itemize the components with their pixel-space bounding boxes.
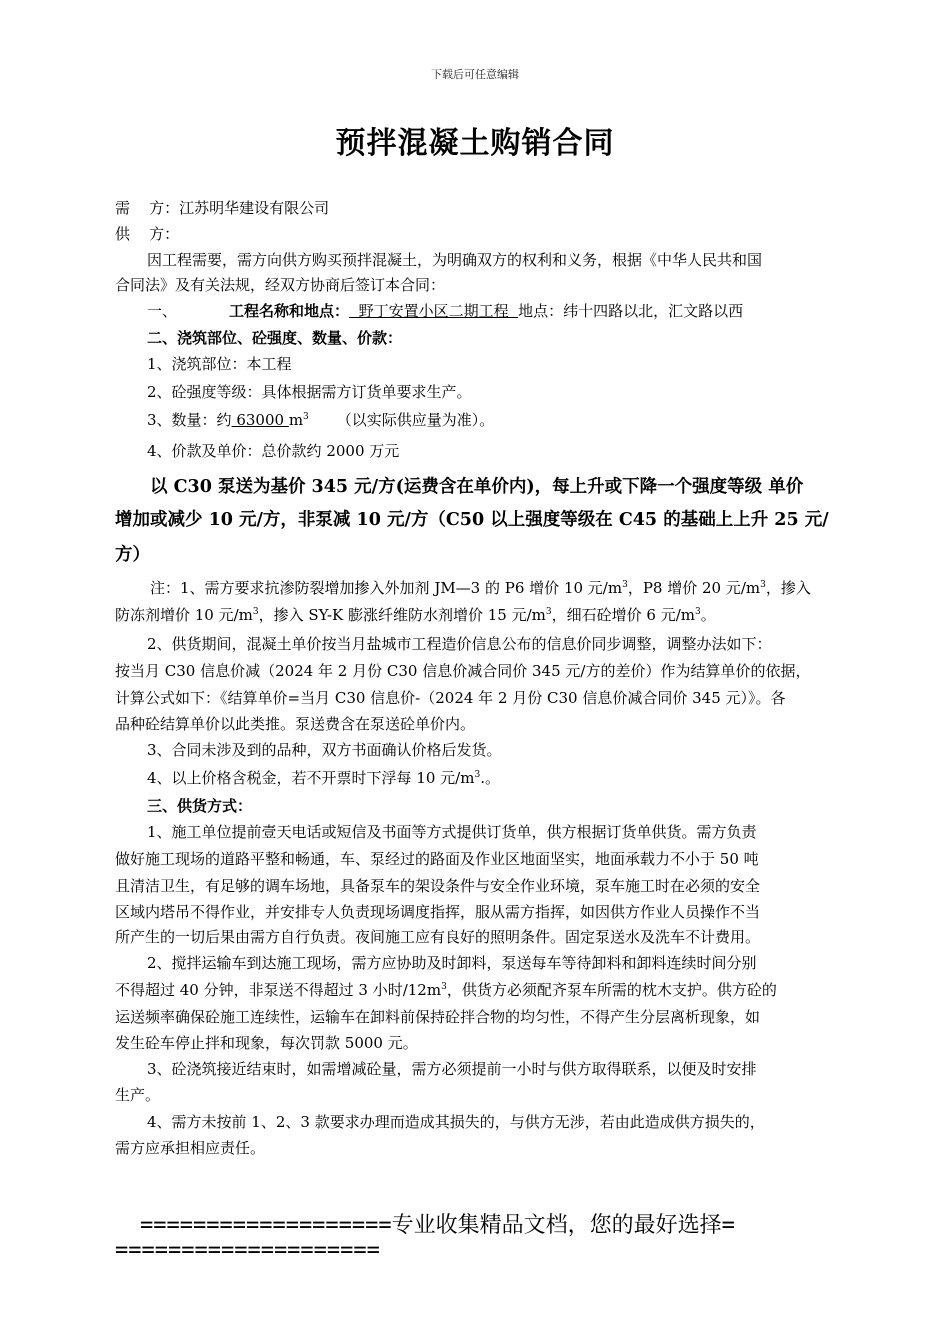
note-2-line-1: 2、供货期间，混凝土单价按当月盐城市工程造价信息公布的信息价同步调整，调整办法如下： <box>147 635 772 653</box>
note-text: ，掺入 SY-K 膨涨纤维防水剂增价 15 元/m <box>258 606 546 624</box>
section-3-heading: 三、供货方式： <box>147 797 253 815</box>
section-3-item-2-line-3: 运送频率确保砼施工连续性，运输车在卸料前保持砼拌合物的均匀性，不得产生分层离析现象，如 <box>115 1008 761 1026</box>
item-text: 不得超过 40 分钟，非泵送不得超过 3 小时/12m <box>115 981 442 999</box>
project-name: 野丁安置小区二期工程 <box>349 302 519 320</box>
section-3-item-4-line-1: 4、需方未按前 1、2、3 款要求办理而造成其损失的，与供方无涉，若由此造成供方损失的， <box>147 1113 765 1131</box>
intro-line-1: 因工程需要，需方向供方购买预拌混凝土，为明确双方的权利和义务，根据《中华人民共和国 <box>147 251 763 269</box>
buyer-name: 江苏明华建设有限公司 <box>179 199 330 217</box>
section-3-item-1-line-5: 所产生的一切后果由需方自行负责。夜间施工应有良好的照明条件。固定泵送水及洗车不计费用。 <box>115 928 761 946</box>
section-2-item-1: 1、浇筑部位：本工程 <box>147 355 292 373</box>
section-2-item-3 <box>147 409 494 431</box>
superscript: 3 <box>694 607 701 617</box>
price-line-2: 增加或减少 10 元/方，非泵减 10 元/方（C50 以上强度等级在 C45 的基础上上升 25 元/ <box>115 510 829 530</box>
price-line-3: 方） <box>115 545 150 565</box>
note-text: 防冻剂增价 10 元/m <box>115 606 253 624</box>
note-line-1 <box>150 577 811 599</box>
note-text: ，细石砼增价 6 元/m <box>551 606 695 624</box>
note-text: 注：1、需方要求抗渗防裂增加掺入外加剂 JM—3 的 P6 增价 10 元/m <box>150 579 623 597</box>
note-line-2 <box>115 604 716 626</box>
section-3-item-2-line-1: 2、搅拌运输车到达施工现场，需方应协助及时卸料，泵送每车等待卸料和卸料连续时间分别 <box>147 954 757 972</box>
superscript: 3 <box>622 580 628 590</box>
superscript: 3 <box>545 607 552 617</box>
seller-line <box>115 223 179 245</box>
note-text: .。 <box>480 769 500 787</box>
section-3-item-3-line-2: 生产。 <box>115 1086 161 1104</box>
note-2-line-2: 按当月 C30 信息价减（2024 年 2 月份 C30 信息价减合同价 345 元/方的差价）作为结算单价的依据， <box>115 662 811 680</box>
section-3-item-4-line-2: 需方应承担相应责任。 <box>115 1139 266 1157</box>
seller-label: 供 方： <box>115 225 180 243</box>
price-line-1: 以 C30 泵送为基价 345 元/方(运费含在单价内)，每上升或下降一个强度等级 单价 <box>150 477 804 497</box>
buyer-label: 需 方： <box>115 199 180 217</box>
item-text: ，供货方必须配齐泵车所需的枕木支护。供方砼的 <box>446 981 777 999</box>
superscript: 3 <box>760 580 766 590</box>
quantity-note: （以实际供应量为准）。 <box>336 411 495 429</box>
note-4 <box>147 767 500 789</box>
section-2-item-4: 4、价款及单价：总价款约 2000 万元 <box>147 442 400 460</box>
footer-banner-line-2: ==================== <box>115 1238 380 1263</box>
quantity-value: 63000 <box>231 411 289 429</box>
buyer-line <box>115 197 329 219</box>
note-text: 4、以上价格含税金，若不开票时下浮每 10 元/m <box>147 769 475 787</box>
section-3-item-1-line-3: 且清洁卫生，有足够的调车场地，具备泵车的架设条件与安全作业环境，泵车施工时在必须的安全 <box>115 877 761 895</box>
section-3-item-3-line-1: 3、砼浇筑接近结束时，如需增减砼量，需方必须提前一小时与供方取得联系，以便及时安排 <box>147 1060 757 1078</box>
section-3-item-1-line-1: 1、施工单位提前壹天电话或短信及书面等方式提供订货单，供方根据订货单供货。需方负责 <box>147 823 757 841</box>
intro-line-2: 合同法》及有关法规，经双方协商后签订本合同： <box>115 276 446 294</box>
superscript: 3 <box>474 770 481 780</box>
note-text: ，掺入 <box>765 579 811 597</box>
note-2-line-3: 计算公式如下：《结算单价=当月 C30 信息价-（2024 年 2 月份 C30 信息价减合同价 345 元）》。各 <box>115 689 786 707</box>
location-label: 地点： <box>518 302 564 320</box>
location-value: 纬十四路以北，汇文路以西 <box>563 302 744 320</box>
section-1-number: 一、 <box>147 302 178 320</box>
footer-banner-line-1: ===================专业收集精品文档，您的最好选择= <box>140 1213 735 1238</box>
section-2-item-2: 2、砼强度等级：具体根据需方订货单要求生产。 <box>147 383 472 401</box>
note-3: 3、合同未涉及到的品种，双方书面确认价格后发货。 <box>147 741 502 759</box>
section-1-line <box>147 300 743 322</box>
section-3-item-2-line-4: 发生砼车停止拌和现象，每次罚款 5000 元。 <box>115 1034 418 1052</box>
superscript: 3 <box>303 412 309 422</box>
quantity-label: 3、数量：约 <box>147 411 232 429</box>
quantity-unit: m <box>288 411 304 429</box>
superscript: 3 <box>441 982 447 992</box>
section-2-heading: 二、浇筑部位、砼强度、数量、价款： <box>147 329 403 347</box>
section-3-item-1-line-4: 区域内塔吊不得作业，并安排专人负责现场调度指挥，服从需方指挥，如因供方作业人员操作不当 <box>115 903 761 921</box>
section-3-item-2-line-2 <box>115 979 777 1001</box>
note-text: ，P8 增价 20 元/m <box>627 579 761 597</box>
section-1-label: 工程名称和地点： <box>229 302 350 320</box>
note-2-line-4: 品种砼结算单价以此类推。泵送费含在泵送砼单价内。 <box>115 715 476 733</box>
note-text: 。 <box>700 606 716 624</box>
superscript: 3 <box>252 607 259 617</box>
section-3-item-1-line-2: 做好施工现场的道路平整和畅通，车、泵经过的路面及作业区地面坚实，地面承载力不小于 50 吨 <box>115 850 759 868</box>
document-title: 预拌混凝土购销合同 <box>335 126 615 161</box>
header-note: 下载后可任意编辑 <box>431 68 519 81</box>
